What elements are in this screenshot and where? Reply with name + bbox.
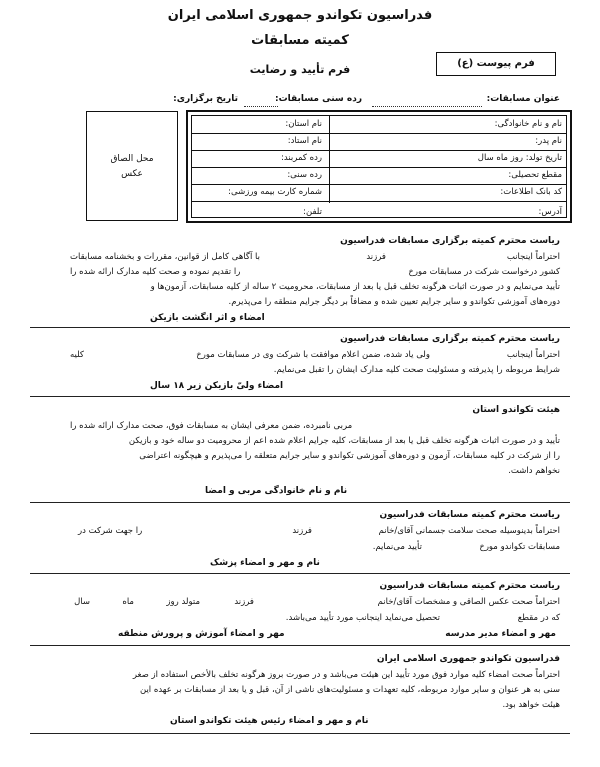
section3-signature: نام و نام خانوادگی مربی و امضا — [205, 486, 348, 496]
section5-school-signature: مهر و امضاء مدیر مدرسه — [445, 629, 556, 639]
section1-line1c: با آگاهی کامل از قوانین، مقررات و بخشنامه مسابقات — [70, 252, 260, 262]
section1-line4: دوره‌های آموزشی تکواندو و سایر جرایم تعیین شده و مضافاً بر دیگر جرایم منطقه را می‌پذیرم. — [228, 297, 560, 307]
birth-date-field[interactable]: تاریخ تولد: روز ماه سال — [477, 153, 562, 163]
section3-line4: نخواهم داشت. — [508, 466, 560, 476]
section2-line1a: احتراماً اینجانب — [506, 350, 560, 360]
section3-line2: تأیید و در صورت اثبات هرگونه تخلف قبل یا بعد از مسابقات، کلیه جرایم اعلام شده اعم از محرومیت دو ساله خود و بازیکن — [128, 436, 560, 446]
section3-heading: هیئت تکواندو استان — [472, 405, 560, 415]
divider — [30, 733, 570, 734]
father-name-field[interactable]: نام پدر: — [535, 136, 562, 146]
section4-line2b: تأیید می‌نمایم. — [372, 542, 422, 552]
age-group-label: رده سنی مسابقات: — [275, 94, 362, 104]
section4-signature: نام و مهر و امضاء پزشک — [210, 558, 320, 568]
section3-line1: مربی نامبرده، ضمن معرفی ایشان به مسابقات فوق، صحت مدارک ارائه شده را — [70, 421, 353, 431]
section1-line1b: فرزند — [366, 252, 386, 262]
section5-line1e: سال — [74, 597, 90, 607]
applicant-info-table — [186, 110, 572, 223]
phone-field[interactable]: تلفن: — [303, 207, 322, 217]
section5-line1a: احتراماً صحت عکس الصاقی و مشخصات آقای/خانم — [377, 597, 560, 607]
section5-line1d: ماه — [122, 597, 134, 607]
form-name: فرم تأیید و رضایت — [249, 63, 351, 76]
section1-line1a: احتراماً اینجانب — [506, 252, 560, 262]
section6-line1: احتراماً صحت امضاء کلیه موارد فوق مورد تأیید این هیئت می‌باشد و در صورت بروز هرگونه تخلف بالأخص استفاده از صغر — [132, 670, 560, 680]
section5-line2a: که در مقطع — [517, 613, 560, 623]
database-code-field[interactable]: کد بانک اطلاعات: — [500, 187, 562, 197]
section1-line3: تأیید می‌نمایم و در صورت اثبات هرگونه تخلف قبل یا بعد از مسابقات، محرومیت ۲ ساله از کلیه مسابقات، آزمون‌ها و — [150, 282, 560, 292]
competition-title-line[interactable] — [372, 106, 482, 107]
full-name-field[interactable]: نام و نام خانوادگی: — [494, 119, 562, 129]
section4-line1b: فرزند — [292, 526, 312, 536]
section6-heading: فدراسیون تکواندو جمهوری اسلامی ایران — [376, 654, 560, 664]
section1-line2b: را تقدیم نموده و صحت کلیه مدارک ارائه شده را — [70, 267, 241, 277]
education-field[interactable]: مقطع تحصیلی: — [508, 170, 562, 180]
divider — [30, 573, 570, 574]
section4-line2a: مسابقات تکواندو مورخ — [479, 542, 560, 552]
section5-education-signature: مهر و امضاء آموزش و پرورش منطقه — [118, 629, 285, 639]
province-field[interactable]: نام استان: — [285, 119, 322, 129]
section2-line1c: کلیه — [70, 350, 84, 360]
section3-line3: را از شرکت در کلیه مسابقات، آزمون و دوره‌های آموزشی تکواندو و سایر جرایم متعلقه را می‌پذیرم و هیچگونه اعتراضی — [139, 451, 560, 461]
section5-heading: ریاست محترم کمیته مسابقات فدراسیون — [379, 581, 560, 591]
attachment-label: فرم پیوست (ع) — [436, 52, 556, 76]
section5-line2b: تحصیل می‌نماید اینجانب مورد تأیید می‌باشد. — [285, 613, 440, 623]
age-group-line[interactable] — [244, 106, 278, 107]
section4-line1c: را جهت شرکت در — [78, 526, 143, 536]
address-field[interactable]: آدرس: — [538, 207, 562, 217]
section5-line1b: فرزند — [234, 597, 254, 607]
competition-title-label: عنوان مسابقات: — [486, 94, 560, 104]
section2-line1b: ولی یاد شده، ضمن اعلام موافقت با شرکت وی در مسابقات مورخ — [196, 350, 430, 360]
section4-heading: ریاست محترم کمیته مسابقات فدراسیون — [379, 510, 560, 520]
section6-signature: نام و مهر و امضاء رئیس هیئت تکواندو استان — [170, 716, 369, 726]
section6-line2: سنی به هر عنوان و سایر موارد مربوطه، کلیه تعهدات و مسئولیت‌های ناشی از آن، قبل و یا بعد از مسابقات بر عهده این — [139, 685, 560, 695]
section2-signature: امضاء ولیّ بازیکن زیر ۱۸ سال — [150, 381, 284, 391]
photo-placeholder[interactable] — [86, 111, 178, 221]
section1-heading: ریاست محترم کمیته برگزاری مسابقات فدراسیون — [340, 236, 560, 246]
divider — [30, 327, 570, 328]
divider — [30, 502, 570, 503]
section2-heading: ریاست محترم کمیته برگزاری مسابقات فدراسیون — [340, 334, 560, 344]
master-name-field[interactable]: نام استاد: — [287, 136, 322, 146]
section4-line1a: احتراماً بدینوسیله صحت سلامت جسمانی آقای/خانم — [378, 526, 560, 536]
section2-line2: شرایط مربوطه را پذیرفته و مسئولیت صحت کلیه مدارک ایشان را تقبل می‌نمایم. — [273, 365, 560, 375]
section1-line2: کشور درخواست شرکت در مسابقات مورخ — [408, 267, 560, 277]
photo-label-line2: عکس — [121, 168, 143, 179]
photo-label-line1: محل الصاق — [110, 153, 154, 164]
section6-line3: هیئت خواهد بود. — [502, 700, 560, 710]
belt-rank-field[interactable]: رده کمربند: — [281, 153, 322, 163]
divider — [30, 645, 570, 646]
insurance-card-field[interactable]: شماره کارت بیمه ورزشی: — [228, 187, 322, 197]
federation-title: فدراسیون تکواندو جمهوری اسلامی ایران — [167, 8, 433, 23]
divider — [30, 396, 570, 397]
section1-signature: امضاء و اثر انگشت بازیکن — [150, 313, 265, 323]
age-category-field[interactable]: رده سنی: — [287, 170, 322, 180]
committee-subtitle: کمیته مسابقات — [251, 33, 349, 48]
venue-date-label: تاریخ برگزاری: — [173, 94, 238, 104]
section5-line1c: متولد روز — [166, 597, 200, 607]
